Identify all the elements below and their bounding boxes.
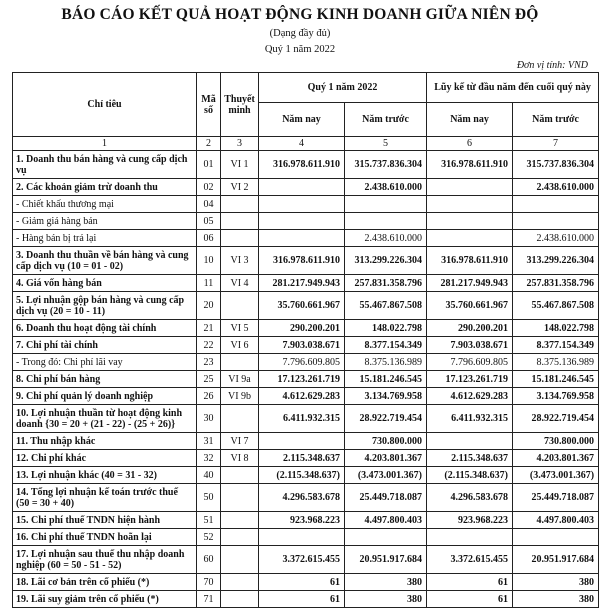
- table-row: [13, 292, 599, 320]
- column-number-row: [13, 137, 599, 151]
- quarter-last-year-value: 148.022.798: [345, 320, 427, 337]
- ytd-last-year-value: 257.831.358.796: [513, 275, 599, 292]
- ytd-this-year-value: [427, 179, 513, 196]
- row-note: [221, 484, 259, 512]
- ytd-this-year-value: [427, 213, 513, 230]
- table-row: [13, 450, 599, 467]
- quarter-this-year-value: 61: [259, 574, 345, 591]
- row-code: 50: [197, 484, 221, 512]
- row-label: 11. Thu nhập khác: [13, 433, 197, 450]
- row-code: 52: [197, 529, 221, 546]
- quarter-this-year-value: 6.411.932.315: [259, 405, 345, 433]
- row-note: [221, 230, 259, 247]
- table-row: [13, 484, 599, 512]
- ytd-this-year-value: 4.612.629.283: [427, 388, 513, 405]
- row-note: [221, 292, 259, 320]
- column-number: 1: [13, 137, 197, 151]
- ytd-last-year-value: 15.181.246.545: [513, 371, 599, 388]
- row-note: VI 4: [221, 275, 259, 292]
- row-label: 5. Lợi nhuận gộp bán hàng và cung cấp dịch vụ (20 = 10 - 11): [13, 292, 197, 320]
- row-note: [221, 574, 259, 591]
- ytd-this-year-value: 35.760.661.967: [427, 292, 513, 320]
- row-code: 10: [197, 247, 221, 275]
- quarter-this-year-value: 3.372.615.455: [259, 546, 345, 574]
- column-number: 6: [427, 137, 513, 151]
- column-number: 2: [197, 137, 221, 151]
- row-code: 06: [197, 230, 221, 247]
- row-note: [221, 405, 259, 433]
- quarter-last-year-value: 313.299.226.304: [345, 247, 427, 275]
- quarter-this-year-value: 2.115.348.637: [259, 450, 345, 467]
- column-number: 7: [513, 137, 599, 151]
- quarter-this-year-value: 281.217.949.943: [259, 275, 345, 292]
- header-ytd-last-year: Năm trước: [513, 103, 599, 137]
- row-code: 23: [197, 354, 221, 371]
- header-quarter-last-year: Năm trước: [345, 103, 427, 137]
- ytd-last-year-value: 313.299.226.304: [513, 247, 599, 275]
- table-row: [13, 151, 599, 179]
- row-note: [221, 354, 259, 371]
- table-row: [13, 320, 599, 337]
- row-code: 70: [197, 574, 221, 591]
- header-note: Thuyết minh: [221, 73, 259, 137]
- ytd-last-year-value: 8.375.136.989: [513, 354, 599, 371]
- quarter-this-year-value: 290.200.201: [259, 320, 345, 337]
- row-code: 04: [197, 196, 221, 213]
- ytd-this-year-value: (2.115.348.637): [427, 467, 513, 484]
- row-label: 9. Chi phí quản lý doanh nghiệp: [13, 388, 197, 405]
- row-label: 7. Chi phí tài chính: [13, 337, 197, 354]
- quarter-last-year-value: 257.831.358.796: [345, 275, 427, 292]
- ytd-last-year-value: 8.377.154.349: [513, 337, 599, 354]
- row-label: 6. Doanh thu hoạt động tài chính: [13, 320, 197, 337]
- ytd-this-year-value: 61: [427, 574, 513, 591]
- table-row: [13, 388, 599, 405]
- quarter-last-year-value: 8.377.154.349: [345, 337, 427, 354]
- quarter-last-year-value: 55.467.867.508: [345, 292, 427, 320]
- row-label: 16. Chi phí thuế TNDN hoãn lại: [13, 529, 197, 546]
- table-row: [13, 179, 599, 196]
- quarter-this-year-value: 17.123.261.719: [259, 371, 345, 388]
- column-number: 5: [345, 137, 427, 151]
- quarter-last-year-value: 4.497.800.403: [345, 512, 427, 529]
- row-label: 4. Giá vốn hàng bán: [13, 275, 197, 292]
- ytd-this-year-value: [427, 196, 513, 213]
- quarter-last-year-value: 3.134.769.958: [345, 388, 427, 405]
- ytd-last-year-value: (3.473.001.367): [513, 467, 599, 484]
- table-row: [13, 512, 599, 529]
- row-label: 15. Chi phí thuế TNDN hiện hành: [13, 512, 197, 529]
- report-period: Quý 1 năm 2022: [264, 44, 336, 55]
- quarter-last-year-value: (3.473.001.367): [345, 467, 427, 484]
- row-code: 01: [197, 151, 221, 179]
- quarter-last-year-value: 4.203.801.367: [345, 450, 427, 467]
- ytd-last-year-value: 55.467.867.508: [513, 292, 599, 320]
- ytd-this-year-value: 2.115.348.637: [427, 450, 513, 467]
- quarter-last-year-value: 20.951.917.684: [345, 546, 427, 574]
- row-code: 05: [197, 213, 221, 230]
- row-label: 12. Chi phí khác: [13, 450, 197, 467]
- ytd-this-year-value: 3.372.615.455: [427, 546, 513, 574]
- row-note: VI 8: [221, 450, 259, 467]
- quarter-this-year-value: 61: [259, 591, 345, 608]
- ytd-last-year-value: 4.203.801.367: [513, 450, 599, 467]
- row-code: 20: [197, 292, 221, 320]
- table-row: [13, 546, 599, 574]
- table-row: [13, 354, 599, 371]
- header-ytd-group: Lũy kế từ đầu năm đến cuối quý này: [427, 73, 599, 103]
- row-code: 51: [197, 512, 221, 529]
- ytd-this-year-value: 7.796.609.805: [427, 354, 513, 371]
- row-code: 21: [197, 320, 221, 337]
- ytd-this-year-value: 316.978.611.910: [427, 247, 513, 275]
- quarter-this-year-value: 35.760.661.967: [259, 292, 345, 320]
- ytd-this-year-value: 61: [427, 591, 513, 608]
- ytd-last-year-value: 148.022.798: [513, 320, 599, 337]
- quarter-last-year-value: [345, 213, 427, 230]
- row-note: [221, 591, 259, 608]
- ytd-last-year-value: [513, 529, 599, 546]
- ytd-last-year-value: 380: [513, 574, 599, 591]
- quarter-last-year-value: [345, 196, 427, 213]
- table-row: [13, 196, 599, 213]
- table-row: [13, 213, 599, 230]
- ytd-this-year-value: 923.968.223: [427, 512, 513, 529]
- ytd-last-year-value: 315.737.836.304: [513, 151, 599, 179]
- row-label: 18. Lãi cơ bản trên cổ phiếu (*): [13, 574, 197, 591]
- header-code: Mã số: [197, 73, 221, 137]
- row-note: VI 9a: [221, 371, 259, 388]
- row-code: 26: [197, 388, 221, 405]
- quarter-this-year-value: 316.978.611.910: [259, 247, 345, 275]
- table-row: [13, 591, 599, 608]
- ytd-this-year-value: [427, 433, 513, 450]
- ytd-last-year-value: 2.438.610.000: [513, 179, 599, 196]
- row-code: 71: [197, 591, 221, 608]
- row-note: [221, 213, 259, 230]
- ytd-this-year-value: 7.903.038.671: [427, 337, 513, 354]
- ytd-last-year-value: 3.134.769.958: [513, 388, 599, 405]
- quarter-last-year-value: 2.438.610.000: [345, 179, 427, 196]
- quarter-this-year-value: [259, 529, 345, 546]
- row-label: 13. Lợi nhuận khác (40 = 31 - 32): [13, 467, 197, 484]
- row-note: VI 6: [221, 337, 259, 354]
- ytd-this-year-value: [427, 529, 513, 546]
- row-code: 22: [197, 337, 221, 354]
- ytd-this-year-value: 4.296.583.678: [427, 484, 513, 512]
- quarter-last-year-value: [345, 529, 427, 546]
- row-code: 30: [197, 405, 221, 433]
- row-code: 31: [197, 433, 221, 450]
- ytd-this-year-value: 281.217.949.943: [427, 275, 513, 292]
- column-number: 3: [221, 137, 259, 151]
- ytd-last-year-value: [513, 213, 599, 230]
- row-note: [221, 512, 259, 529]
- quarter-this-year-value: [259, 213, 345, 230]
- table-row: [13, 467, 599, 484]
- ytd-last-year-value: 20.951.917.684: [513, 546, 599, 574]
- currency-unit: Đơn vị tính: VND: [516, 60, 588, 71]
- row-label: 1. Doanh thu bán hàng và cung cấp dịch vụ: [13, 151, 197, 179]
- row-label: - Chiết khấu thương mại: [13, 196, 197, 213]
- row-code: 25: [197, 371, 221, 388]
- row-note: [221, 529, 259, 546]
- ytd-last-year-value: 380: [513, 591, 599, 608]
- ytd-this-year-value: [427, 230, 513, 247]
- table-row: [13, 275, 599, 292]
- table-row: [13, 574, 599, 591]
- quarter-this-year-value: [259, 179, 345, 196]
- ytd-this-year-value: 17.123.261.719: [427, 371, 513, 388]
- report-title: BÁO CÁO KẾT QUẢ HOẠT ĐỘNG KINH DOANH GIỮA NIÊN ĐỘ: [61, 6, 539, 23]
- table-row: [13, 405, 599, 433]
- row-label: 3. Doanh thu thuần về bán hàng và cung cấp dịch vụ (10 = 01 - 02): [13, 247, 197, 275]
- row-note: VI 5: [221, 320, 259, 337]
- quarter-this-year-value: [259, 196, 345, 213]
- row-note: VI 7: [221, 433, 259, 450]
- row-label: - Giảm giá hàng bán: [13, 213, 197, 230]
- row-code: 02: [197, 179, 221, 196]
- quarter-this-year-value: [259, 433, 345, 450]
- quarter-last-year-value: 28.922.719.454: [345, 405, 427, 433]
- table-body: [13, 151, 599, 608]
- quarter-this-year-value: (2.115.348.637): [259, 467, 345, 484]
- quarter-this-year-value: 923.968.223: [259, 512, 345, 529]
- quarter-last-year-value: 2.438.610.000: [345, 230, 427, 247]
- ytd-this-year-value: 316.978.611.910: [427, 151, 513, 179]
- ytd-last-year-value: 4.497.800.403: [513, 512, 599, 529]
- row-label: 2. Các khoản giảm trừ doanh thu: [13, 179, 197, 196]
- ytd-last-year-value: 730.800.000: [513, 433, 599, 450]
- table-row: [13, 230, 599, 247]
- row-code: 60: [197, 546, 221, 574]
- row-label: - Hàng bán bị trả lại: [13, 230, 197, 247]
- table-row: [13, 337, 599, 354]
- row-code: 40: [197, 467, 221, 484]
- row-label: - Trong đó: Chi phí lãi vay: [13, 354, 197, 371]
- quarter-last-year-value: 15.181.246.545: [345, 371, 427, 388]
- row-note: VI 2: [221, 179, 259, 196]
- ytd-last-year-value: 28.922.719.454: [513, 405, 599, 433]
- row-label: 19. Lãi suy giảm trên cổ phiếu (*): [13, 591, 197, 608]
- quarter-last-year-value: 8.375.136.989: [345, 354, 427, 371]
- quarter-this-year-value: 4.296.583.678: [259, 484, 345, 512]
- row-note: [221, 196, 259, 213]
- row-note: VI 9b: [221, 388, 259, 405]
- quarter-this-year-value: 316.978.611.910: [259, 151, 345, 179]
- quarter-last-year-value: 730.800.000: [345, 433, 427, 450]
- quarter-last-year-value: 315.737.836.304: [345, 151, 427, 179]
- quarter-last-year-value: 25.449.718.087: [345, 484, 427, 512]
- quarter-this-year-value: [259, 230, 345, 247]
- income-statement-table: [12, 72, 599, 608]
- report-subtitle: (Dạng đầy đủ): [269, 28, 331, 39]
- table-row: [13, 371, 599, 388]
- ytd-last-year-value: [513, 196, 599, 213]
- quarter-this-year-value: 7.796.609.805: [259, 354, 345, 371]
- row-label: 10. Lợi nhuận thuần từ hoạt động kinh doanh {30 = 20 + (21 - 22) - (25 + 26)}: [13, 405, 197, 433]
- quarter-this-year-value: 4.612.629.283: [259, 388, 345, 405]
- row-label: 17. Lợi nhuận sau thuế thu nhập doanh nghiệp (60 = 50 - 51 - 52): [13, 546, 197, 574]
- row-note: VI 1: [221, 151, 259, 179]
- row-label: 14. Tổng lợi nhuận kế toán trước thuế (50 = 30 + 40): [13, 484, 197, 512]
- header-quarter-group: Quý 1 năm 2022: [259, 73, 427, 103]
- header-ytd-this-year: Năm nay: [427, 103, 513, 137]
- ytd-last-year-value: 25.449.718.087: [513, 484, 599, 512]
- row-note: [221, 467, 259, 484]
- column-number: 4: [259, 137, 345, 151]
- row-note: [221, 546, 259, 574]
- row-note: VI 3: [221, 247, 259, 275]
- quarter-last-year-value: 380: [345, 591, 427, 608]
- table-row: [13, 433, 599, 450]
- header-indicator: Chỉ tiêu: [13, 73, 197, 137]
- ytd-this-year-value: 6.411.932.315: [427, 405, 513, 433]
- ytd-last-year-value: 2.438.610.000: [513, 230, 599, 247]
- table-row: [13, 529, 599, 546]
- quarter-last-year-value: 380: [345, 574, 427, 591]
- ytd-this-year-value: 290.200.201: [427, 320, 513, 337]
- row-code: 11: [197, 275, 221, 292]
- quarter-this-year-value: 7.903.038.671: [259, 337, 345, 354]
- row-label: 8. Chi phí bán hàng: [13, 371, 197, 388]
- table-row: [13, 247, 599, 275]
- row-code: 32: [197, 450, 221, 467]
- header-quarter-this-year: Năm nay: [259, 103, 345, 137]
